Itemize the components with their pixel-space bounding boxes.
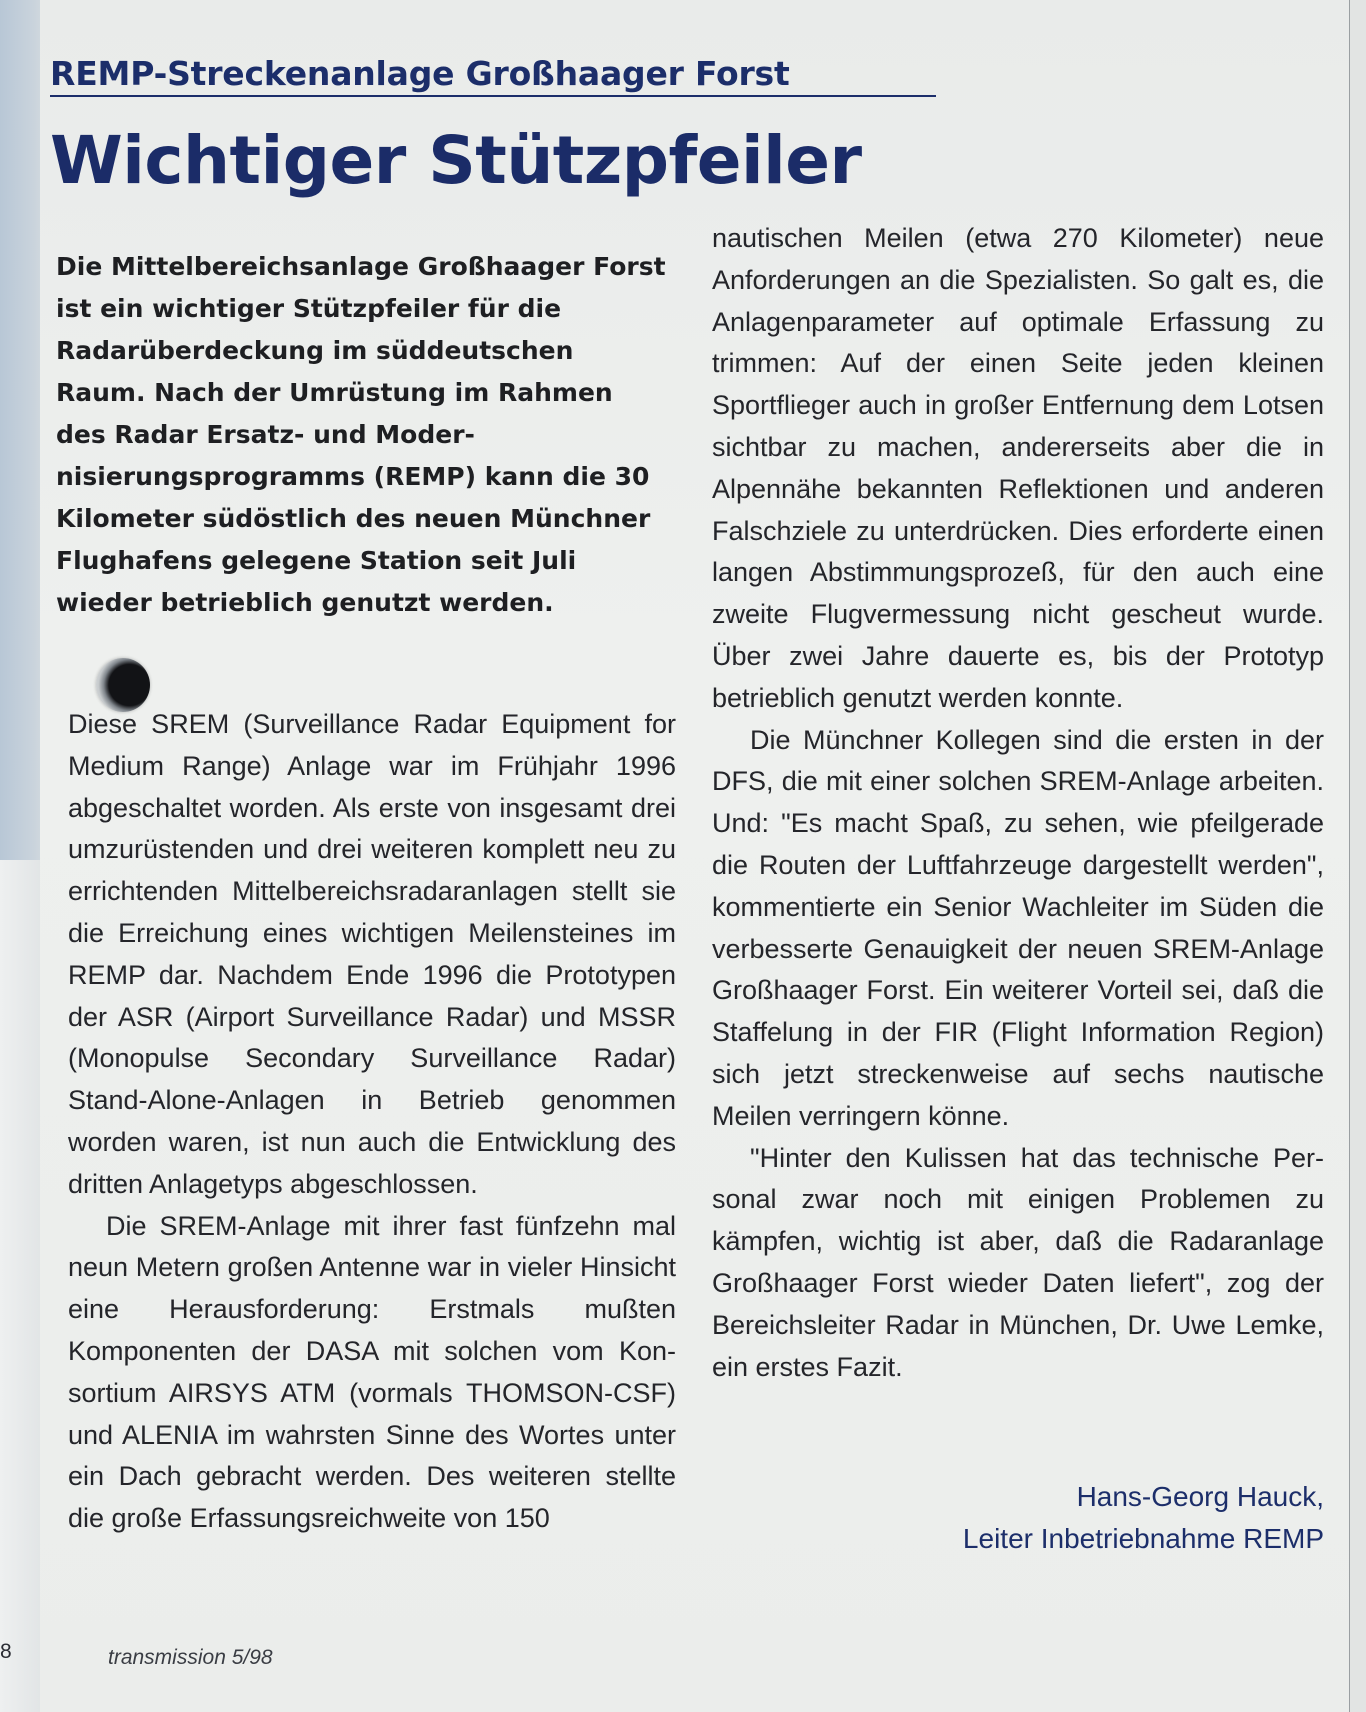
page-right-edge bbox=[1349, 0, 1366, 1712]
author-role: Leiter Inbetriebnahme REMP bbox=[962, 1523, 1324, 1554]
body-paragraph: Die SREM-Anlage mit ihrer fast fünfzehn mal neun Metern großen Antenne war in vieler Hinsicht eine Herausforderung: Erstmals mußten Komponenten der DASA mit solchen vom Konsortium AIRSYS ATM (vormals THOMSON-CSF) und ALENIA im wahrsten Sinne des Wortes unter ein Dach gebracht werden. Des weiteren stellte die große Erfassungsreichweite von 150 bbox=[68, 1210, 676, 1534]
author-byline bbox=[712, 1476, 1324, 1560]
lead-paragraph: Die Mittelbereichsanlage Großhaager Forst ist ein wichtiger Stützpfeiler für die Radarüberdeckung im süddeutschen Raum. Nach der Umrüstung im Rahmen des Radar Ersatz- und Modernisierungsprogramms (REMP) kann die 30 Kilometer südöstlich des neuen Münchner Flughafens gelegene Station seit Juli wieder betrieblich genutzt werden. bbox=[56, 252, 666, 617]
page-number: 8 bbox=[0, 1640, 12, 1663]
text-column-right bbox=[712, 218, 1324, 1388]
publication-footer: transmission 5/98 bbox=[108, 1646, 273, 1669]
text-column-left bbox=[68, 704, 676, 1540]
article-kicker: REMP-Streckenanlage Großhaager Forst bbox=[50, 54, 790, 93]
article-lead bbox=[56, 246, 666, 624]
body-paragraph: Diese SREM (Surveillance Radar Equipment for Medium Range) Anlage war im Frühjahr 1996 abgeschaltet worden. Als erste von insgesamt drei umzurüstenden und drei weiteren komplett neu zu errichtenden Mittelbereichsradaranlagen stellt sie die Erreichung eines wichtigen Meilensteines im REMP dar. Nachdem Ende 1996 die Prototypen der ASR (Airport Surveillance Radar) und MSSR (Monopulse Secondary Surveillance Radar) Stand-Alone-Anlagen in Betrieb genommen worden waren, ist nun auch die Entwicklung des dritten Anlagetyps abgeschlossen. bbox=[68, 709, 676, 1199]
page-gutter-light bbox=[0, 860, 40, 1712]
author-name: Hans-Georg Hauck, bbox=[1076, 1481, 1324, 1512]
body-paragraph: "Hinter den Kulissen hat das technische Personal zwar noch mit einigen Problemen zu kämpfen, wichtig ist aber, daß die Radaranlage Großhaager Forst wieder Daten liefert", zog der Bereichsleiter Radar in München, Dr. Uwe Lemke, ein erstes Fazit. bbox=[712, 1142, 1324, 1382]
body-paragraph: nautischen Meilen (etwa 270 Kilometer) neue Anforderungen an die Spezialisten. So galt es, die Anlagenparameter auf optimale Erfassung zu trimmen: Auf der einen Seite jeden kleinen Sportflieger auch in großer Entfernung dem Lotsen sichtbar zu machen, andererseits aber die in Alpennähe bekannten Reflektionen und anderen Falschziele zu unterdrücken. Dies erforderte einen langen Abstimmungsprozeß, für den auch eine zweite Flugvermessung nicht gescheut wurde. Über zwei Jahre dauerte es, bis der Prototyp betrieblich genutzt werden konnte. bbox=[712, 223, 1324, 713]
kicker-underline bbox=[50, 95, 936, 97]
article-headline: Wichtiger Stützpfeiler bbox=[50, 122, 862, 199]
body-paragraph: Die Münchner Kollegen sind die ersten in der DFS, die mit einer solchen SREM-Anlage arbeiten. Und: "Es macht Spaß, zu sehen, wie pfeilgerade die Routen der Luftfahrzeuge dargestellt werden", kommentierte ein Senior Wachleiter im Süden die verbesserte Genauigkeit der neuen SREM-Anlage Großhaager Forst. Ein weiterer Vorteil sei, daß die Staffelung in der FIR (Flight Information Region) sich jetzt streckenweise auf sechs nautische Meilen verringern könne. bbox=[712, 724, 1324, 1131]
